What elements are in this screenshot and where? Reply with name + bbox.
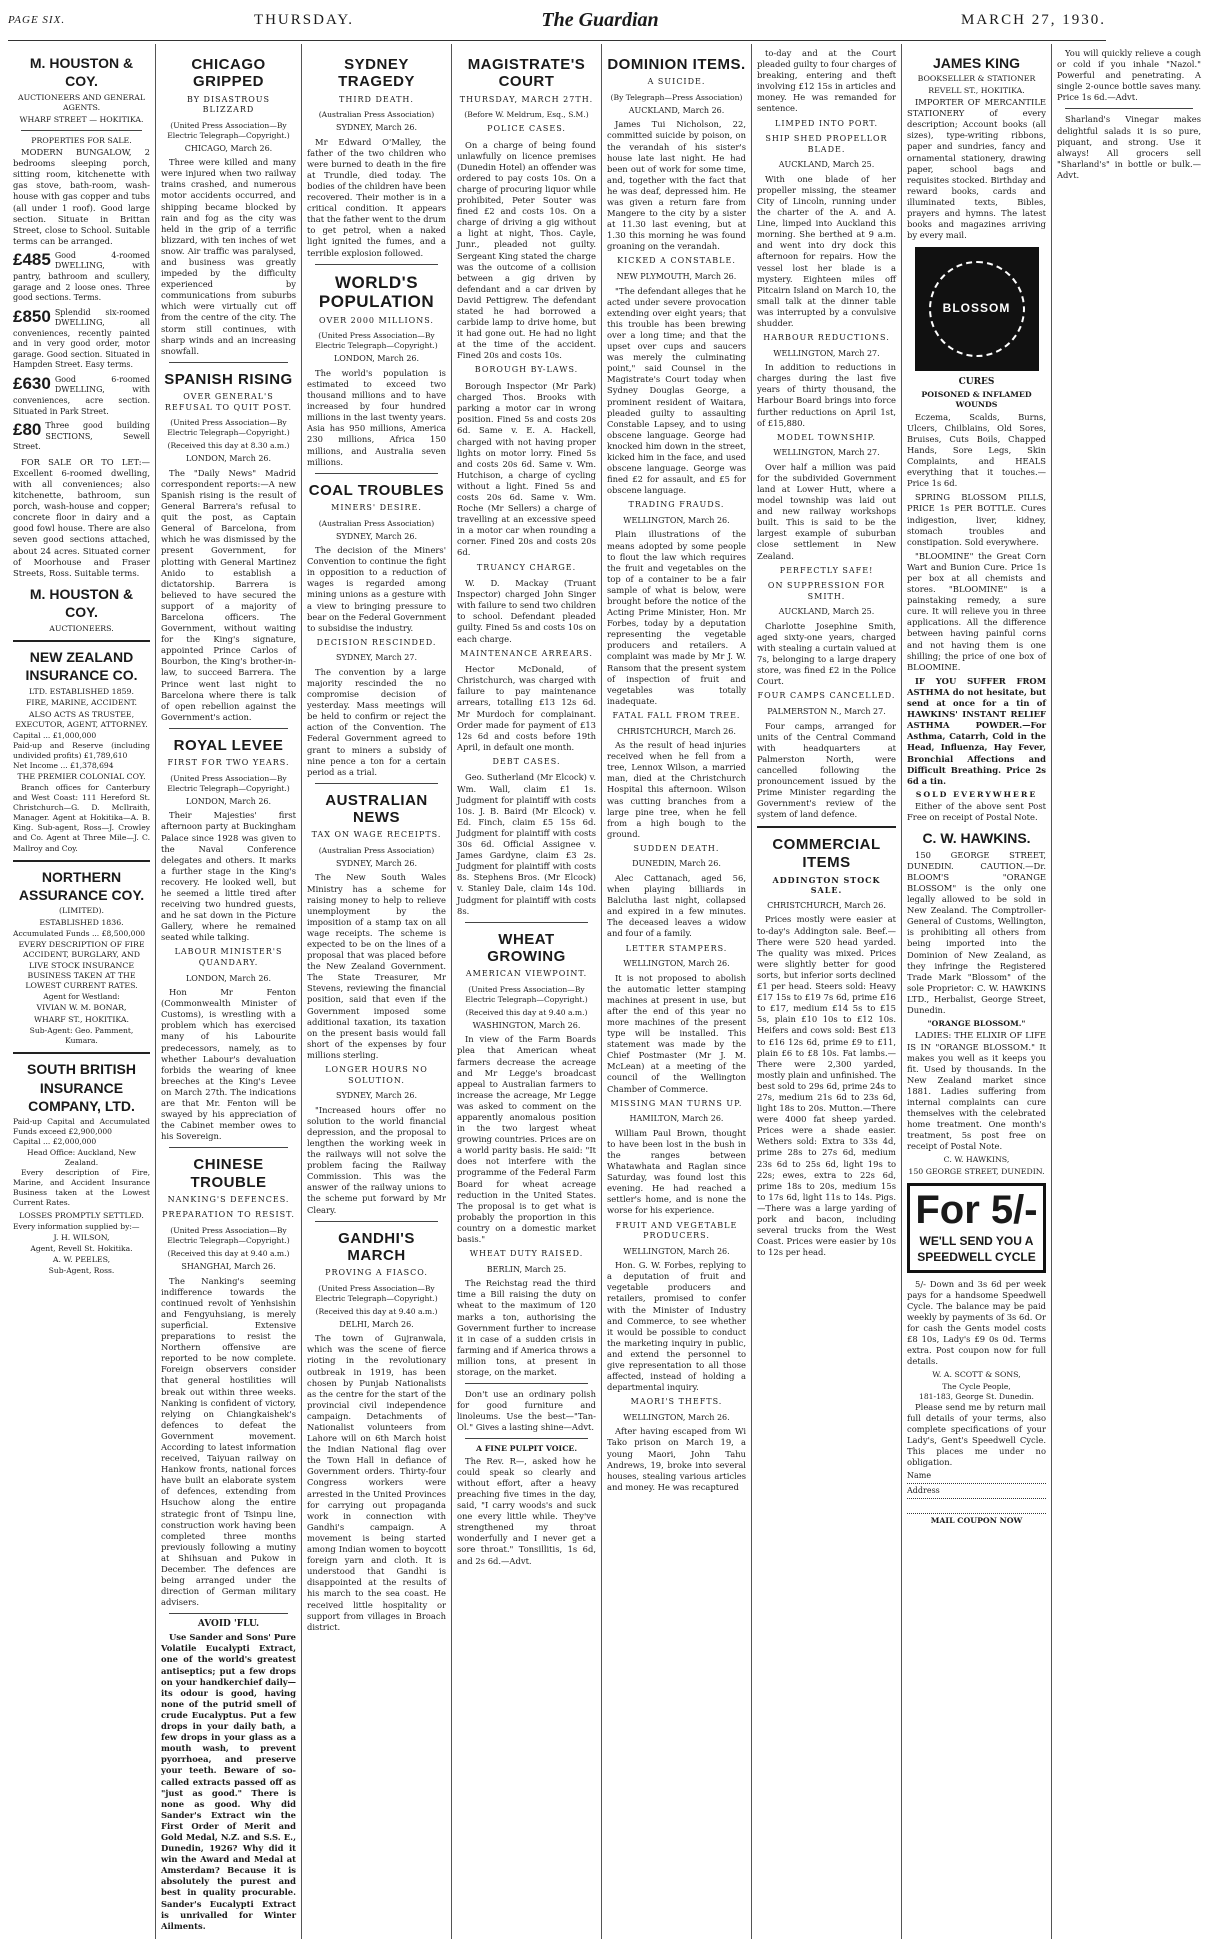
- article-body: With one blade of her propeller missing, the steamer City of Lincoln, running under the charter of the A. and A. Line, limped into Auckland this morning. She berthed at 9 a.m. and went into dry dock this afternoon for repairs. How the vessel lost her blade is a mystery. Eighteen miles off Pitcairn Island on March 10, the small talk at the dinner table was interrupted by a convulsive shudder.: [757, 173, 896, 328]
- article-body: Hon. G. W. Forbes, replying to a deputation of fruit and vegetable producers and retailers, promised to confer with the Minister of Industry and Commerce, to see whether it would be possible to conduct the marketing inquiry in public, and extend the personnel to give representation to all those affected, instead of holding a departmental inquiry.: [607, 1260, 746, 1393]
- dateline: SYDNEY, March 26.: [335, 858, 418, 868]
- nz-insurance-branch: Branch offices for Canterbury and West Coast: 111 Hereford St. Christchurch—G. D. McIlraith, Manager. Agent at Hokitika—A. B. King. Sub-agent, Ross—J. Crowley and Co. Agent at Three Mile—J. C. Mallroy and Coy.: [13, 783, 150, 853]
- dateline: NEW PLYMOUTH, March 26.: [616, 272, 737, 282]
- avoid-flu-ad: Use Sander and Sons' Pure Volatile Eucalypti Extract, one of the world's greatest antiseptics; put a few drops on your handkerchief daily—its odour is good, having none of the putrid smell of crude Eucalyptus. Put a few drops in your daily bath, a few drops in your glass as a mouth wash, to prevent pyorrhoea, and preserve your teeth. Beware of so-called extracts passed off as "just as good." There is none as good. Why did Sander's Extract win the First Order of Merit and Gold Medal, N.Z. and S.S. E., Dunedin, 1926? Why did it win the Award and Medal at Amsterdam? Because it is absolutely the purest and best in quality procurable. Sander's Eucalypti Extract is unrivalled for Winter Ailments.: [161, 1632, 296, 1931]
- subhead-four-camps: FOUR CAMPS CANCELLED.: [757, 691, 896, 701]
- court-before: (Before W. Meldrum, Esq., S.M.): [464, 110, 589, 120]
- headline-commercial-items: COMMERCIAL ITEMS: [772, 836, 881, 871]
- nz-insurance-acts: ALSO ACTS AS TRUSTEE, EXECUTOR, AGENT, ATTORNEY.: [15, 709, 148, 729]
- credit-line: (United Press Association—By Electric Telegraph—Copyright.): [167, 1226, 290, 1246]
- subhead-debt-cases: DEBT CASES.: [492, 756, 561, 766]
- subhead-fiasco: PROVING A FIASCO.: [325, 1268, 428, 1278]
- property-price: £630: [13, 373, 51, 393]
- article-body: Three were killed and many were injured when two railway trains crashed, and numerous motor accidents occurred, and shipping became blocked by rain and fog as the city was held in the grip of a terrific blizzard, with ten inches of wet snow. Air traffic was paralysed, and business was greatly impeded by the difficulty experienced by communications from suburbs which were virtually cut off from the centre of the city. The storm still continues, with sharp winds and an increasing snowfall.: [161, 157, 296, 356]
- houston-ad-title-2: M. HOUSTON & COY.: [29, 585, 134, 621]
- dateline: CHICAGO, March 26.: [184, 143, 273, 153]
- headline-coal-troubles: COAL TROUBLES: [308, 481, 445, 499]
- credit-line: (Australian Press Association): [318, 518, 435, 528]
- credit-line: (United Press Association—By Electric Telegraph—Copyright.): [315, 331, 438, 351]
- headline-gandhi-march: GANDHI'S MARCH: [338, 1229, 415, 1264]
- dateline: WELLINGTON, March 27.: [773, 448, 880, 458]
- property-listing: [13, 251, 150, 304]
- headline-magistrates-court: MAGISTRATE'S COURT: [467, 56, 586, 91]
- subhead-miners-desire: MINERS' DESIRE.: [331, 502, 422, 512]
- property-listing: [13, 375, 150, 417]
- property-text: Good 6-roomed DWELLING, with conveniences, acre section. Situated in Park Street.: [13, 374, 150, 416]
- cures-subtitle: POISONED & INFLAMED WOUNDS: [921, 390, 1032, 410]
- nz-insurance-paid: Paid-up and Reserve (including undivided profits) £1,789,610: [13, 741, 150, 761]
- article-body: After having escaped from Wi Tako prison on March 19, a young Maori, John Tahu Andrews, 19, broke into several houses, stealing various articles and money. He was recaptured: [607, 1426, 746, 1492]
- subhead-kicked-constable: KICKED A CONSTABLE.: [617, 256, 736, 266]
- subhead-american-viewpoint: AMERICAN VIEWPOINT.: [465, 969, 588, 979]
- spring-blossom-pills: SPRING BLOSSOM PILLS, PRICE 1s PER BOTTLE. Cures indigestion, liver, kidney, stomach troubles and constipation. Sold everywhere.: [907, 492, 1046, 547]
- subhead-wheat-duty: WHEAT DUTY RAISED.: [469, 1249, 584, 1259]
- coupon-address-field-2: [907, 1501, 1046, 1514]
- dateline: SHANGHAI, March 26.: [181, 1262, 276, 1272]
- column-8: [1052, 44, 1206, 1939]
- dateline: HAMILTON, March 26.: [629, 1114, 724, 1124]
- cures-title: CURES: [958, 377, 995, 388]
- scott-subtitle: The Cycle People,: [942, 1381, 1011, 1391]
- column-1: [8, 44, 156, 1939]
- article-body: "Increased hours offer no solution to the world financial depression, and the proposal to lengthen the working week in the railways will not solve the problem facing the Railway Commission. This was the answer of the railway unions to the scheme put forward by Mr Cleary.: [307, 1104, 446, 1215]
- headline-chicago: CHICAGO GRIPPED: [191, 56, 266, 91]
- column-2: [156, 44, 302, 1939]
- masthead-day: THURSDAY.: [253, 11, 355, 28]
- dateline: WASHINGTON, March 26.: [472, 1020, 581, 1030]
- scott-name: W. A. SCOTT & SONS,: [932, 1370, 1021, 1380]
- sold-note: Either of the above sent Post Free on receipt of Postal Note.: [907, 801, 1046, 823]
- column-7: [902, 44, 1052, 1939]
- northern-limited: (LIMITED).: [58, 906, 105, 916]
- newspaper-columns: [8, 44, 1201, 1931]
- subhead-addington: ADDINGTON STOCK SALE.: [772, 874, 881, 896]
- article-body: On a charge of being found unlawfully on licence premises (Dunedin Hotel) an offender was ordered to pay costs 10s. On a charge of procuring liquor while prohibited, Peter Souter was fined £2 and costs 10s. On a charge of driving a gig without a light at night, Thos. Cayle, Junr., pleaded not guilty. Sergeant King stated the charge was the outcome of a collision between a gig driven by defendant and a car driven by David Pettigrew. The defendant stated he had borrowed a carbide lamp to drive home, but it had gone out. He had no light at the time of the accident. Fined 20s and costs 10s.: [457, 139, 596, 361]
- subhead-limped-port: LIMPED INTO PORT.: [775, 118, 878, 128]
- hawkins-caution: 150 GEORGE STREET, DUNEDIN. CAUTION.—Dr. BLOOM'S "ORANGE BLOSSOM" is the only one legally allowed to be sold in New Zealand. The Comptroller-General of Customs, Wellington, is prohibiting all others from being imported into the Dominion of New Zealand, as they infringe the Registered Trade Mark "Blossom" of the sole Proprietor: C. W. HAWKINS LTD., Herbalist, George Street, Dunedin.: [907, 849, 1046, 1016]
- south-british-subagent-address: Sub-Agent, Ross.: [48, 1266, 115, 1276]
- headline-dominion-items: DOMINION ITEMS.: [607, 56, 746, 73]
- properties-title: PROPERTIES FOR SALE.: [31, 135, 132, 145]
- subhead-trading-frauds: TRADING FRAUDS.: [628, 500, 725, 510]
- headline-australian-news: AUSTRALIAN NEWS: [325, 791, 428, 827]
- article-body: It is not proposed to abolish the automatic letter stamping machines at present in use, but after the end of this year no more machines of the present type will be installed. This statement was made by the Chief Postmaster (Mr J. M. McLean) at a meeting of the council of the Wellington Chamber of Commerce.: [607, 972, 746, 1094]
- credit-line: (By Telegraph—Press Association): [610, 92, 743, 102]
- houston-ad-address: WHARF STREET — HOKITIKA.: [19, 114, 144, 124]
- article-body: "The defendant alleges that he acted under severe provocation extending over eight years; that this trouble has been brewing over a long time; and that the upset over cups and saucers was merely the culminating point," said Counsel in the Magistrate's Court today when Sydney Douglas George, a prominent resident of Waitara, pleaded guilty to assaulting Constable Lapsey, and to using obscene language. George had knocked him down in the street, kicked him in the face, and used obscene language. George was fined £2 for assault, and £5 for obscene language.: [607, 285, 746, 496]
- page-number: PAGE SIX.: [8, 14, 66, 26]
- nz-insurance-established: LTD. ESTABLISHED 1859.: [29, 686, 134, 696]
- subhead-longer-hours: LONGER HOURS NO SOLUTION.: [325, 1065, 428, 1085]
- subhead-population: OVER 2000 MILLIONS.: [319, 315, 434, 325]
- tan-ol-ad: Don't use an ordinary polish for good furniture and linoleums. Use the best—"Tan-Ol." Gives a lasting shine—Advt.: [457, 1389, 596, 1433]
- subhead-perfectly-safe: PERFECTLY SAFE!: [779, 565, 874, 575]
- article-body: Mr Edward O'Malley, the father of the two children who were burned to death in the fire at Trundle, died today. The bodies of the children have been recovered. Their mother is in a critical condition. It appears that the father went to the drum to get petrol, when a naked light ignited the fumes, and a terrible explosion followed.: [307, 136, 446, 258]
- dateline: CHRISTCHURCH, March 26.: [767, 900, 886, 910]
- dateline: PALMERSTON N., March 27.: [767, 706, 886, 716]
- orange-blossom-title: "ORANGE BLOSSOM.": [927, 1019, 1026, 1029]
- subhead-suicide: A SUICIDE.: [647, 77, 706, 87]
- dateline: SYDNEY, March 27.: [335, 653, 418, 663]
- credit-line: (United Press Association—By Electric Telegraph—Copyright.): [167, 418, 290, 438]
- received-line: (Received this day at 9.40 a.m.): [167, 1249, 290, 1259]
- credit-line: (United Press Association—By Electric Telegraph—Copyright.): [167, 773, 290, 793]
- article-body: William Paul Brown, thought to have been lost in the bush in the ranges between Whatawhata and Raglan since Saturday, was found lost this evening. He had reached a settler's home, and is none the worse for his experience.: [607, 1127, 746, 1216]
- subhead-chicago: BY DISASTROUS BLIZZARD: [186, 94, 270, 115]
- subhead-letter-stampers: LETTER STAMPERS.: [625, 943, 728, 953]
- speedwell-headline: WE'LL SEND YOU A SPEEDWELL CYCLE: [917, 1234, 1036, 1264]
- dateline: AUCKLAND, March 25.: [778, 160, 875, 170]
- subhead-propeller: SHIP SHED PROPELLOR BLADE.: [765, 134, 888, 154]
- dateline: LONDON, March 26.: [185, 973, 272, 983]
- blossom-seal-logo: [915, 247, 1039, 371]
- property-bungalow: MODERN BUNGALOW, 2 bedrooms sleeping porch, sitting room, kitchenette with gas stove, bath-room, wash-house with gas copper and tubs (all under 1 roof). Good large section. Situate in Brittan Street, close to School. Suitable terms can be arranged.: [13, 147, 150, 246]
- article-body: W. D. Mackay (Truant Inspector) charged John Singer with failure to send two children to school. Defendant pleaded guilty. Fined 5s and costs 10s on each charge.: [457, 578, 596, 644]
- northern-agent-label: Agent for Westland:: [43, 992, 120, 1002]
- dateline: BERLIN, March 25.: [486, 1264, 567, 1274]
- column-5: [602, 44, 752, 1939]
- south-british-paid: Paid-up Capital and Accumulated Funds exceed £2,900,000: [13, 1117, 150, 1137]
- subhead-nanking: NANKING'S DEFENCES.: [167, 1194, 290, 1204]
- asthma-ad: IF YOU SUFFER FROM ASTHMA do not hesitate, but send at once for a tin of HAWKINS' INSTANT RELIEF ASTHMA POWDER.—For Asthma, Catarrh, Cold in the Head, Influenza, Hay Fever, Bronchial Affections and Difficult Breathing. Price 2s 6d a tin.: [907, 675, 1046, 786]
- speedwell-cycle-ad: [907, 1183, 1046, 1273]
- masthead: [8, 0, 1106, 41]
- subhead-spanish: OVER GENERAL'S REFUSAL TO QUIT POST.: [164, 392, 293, 412]
- coupon-address-label: Address: [907, 1486, 940, 1496]
- credit-line: (United Press Association—By Electric Telegraph—Copyright.): [167, 120, 290, 140]
- james-king-address: REVELL ST., HOKITIKA.: [928, 85, 1025, 95]
- dateline: WELLINGTON, March 26.: [623, 515, 730, 525]
- article-body: The convention by a large majority rescinded the no compromise decision of yesterday. Mass meetings will be held to confirm or reject the action of the Convention. The Federal Government agreed to grant to miners a subsidy of nine pence a ton for a certain period as a trial.: [307, 666, 446, 777]
- dateline: WELLINGTON, March 27.: [773, 348, 880, 358]
- nz-insurance-capital: Capital ... £1,000,000: [13, 731, 97, 741]
- james-king-subtitle: BOOKSELLER & STATIONER: [917, 74, 1036, 84]
- headline-sydney-tragedy: SYDNEY TRAGEDY: [338, 56, 415, 91]
- avoid-flu-title: AVOID 'FLU.: [197, 1619, 260, 1630]
- article-body: Hector McDonald, of Christchurch, was charged with failure to pay maintenance arrears, totalling £13 12s 6d. Mr Murdoch for complainant. Order made for payment of £13 12s 6d and costs before 19th April, in default one month.: [457, 664, 596, 752]
- subhead-fruit-vegetable: FRUIT AND VEGETABLE PRODUCERS.: [615, 1220, 738, 1241]
- subhead-truancy: TRUANCY CHARGE.: [476, 562, 577, 572]
- subhead-tax-wage: TAX ON WAGE RECEIPTS.: [311, 830, 442, 840]
- sharlands-vinegar-ad: Sharland's Vinegar makes delightful salads it is so pure, piquant, and strong. Use it always! All grocers sell "Sharland's" in bottle or bulk.—Advt.: [1057, 114, 1201, 180]
- headline-spanish-rising: SPANISH RISING: [164, 370, 293, 388]
- ladies-signature: C. W. HAWKINS,: [943, 1155, 1010, 1165]
- property-price: £80: [13, 420, 42, 440]
- property-listing: [13, 308, 150, 371]
- dateline: SYDNEY, March 26.: [335, 123, 418, 133]
- blossom-seal-text: BLOSSOM: [929, 261, 1025, 357]
- article-body: James Tui Nicholson, 22, committed suicide by poison, on the verandah of his sister's house late last night. He had been out of work for some time, and, together with the fact that he was deaf, depressed him. He was given a return fare from Mangere to the city by a sister at 11.30 last evening, but at 1.30 this morning he was found groaning on the verandah.: [607, 119, 746, 252]
- northern-established: ESTABLISHED 1836.: [39, 917, 124, 927]
- article-body: The town of Gujranwala, which was the scene of fierce rioting in the revolutionary outbreak in 1919, has been chosen by Punjab Nationalists as the centre for the start of the provincial civil independence campaign. Detachments of Nationalist volunteers from Lahore will on 6th March hoist the Indian National flag over the Town Hall in defiance of Government orders. Thirty-four Congress workers were arrested in the United Provinces for carrying out propaganda work in connection with Gandhi's campaign. A movement is being started among Indian women to boycott foreign yarn and cloth. It is understood that Gandhi is disappointed at the results of his march to the sea coast. He received little hospitality or support from villages in Broach district.: [307, 1333, 446, 1632]
- ladies-ad: LADIES: THE ELIXIR OF LIFE IS IN "ORANGE BLOSSOM." It makes you well as it keeps you fit. Used by thousands. In the New Zealand market since 1881. Ladies suffering from internal complaints can cure themselves with the celebrated home treatment. One month's treatment, 5s post free on receipt of Postal Note.: [907, 1030, 1046, 1152]
- subhead-suppression: ON SUPPRESSION FOR SMITH.: [767, 581, 886, 601]
- for-five-shillings: For 5/-: [915, 1188, 1038, 1232]
- houston-ad-title: M. HOUSTON & COY.: [29, 55, 134, 90]
- headline-chinese-trouble: CHINESE TROUBLE: [190, 1156, 267, 1191]
- article-body: In addition to reductions in charges during the last five years of thirty thousand, the Harbour Board brings into force further reductions on April 1st, of £15,880.: [757, 362, 896, 428]
- houston-ad-subtitle: AUCTIONEERS AND GENERAL AGENTS.: [17, 92, 146, 113]
- dateline: WELLINGTON, March 26.: [623, 1412, 730, 1422]
- received-line: (Received this day at 8.30 a.m.): [167, 441, 290, 451]
- nz-insurance-net: Net Income ... £1,378,694: [13, 761, 114, 771]
- received-line: (Received this day at 9.40 a.m.): [465, 1007, 588, 1017]
- property-listing: [13, 421, 150, 453]
- mail-coupon-now: MAIL COUPON NOW: [930, 1516, 1023, 1526]
- subhead-labour-minister: LABOUR MINISTER'S QUANDARY.: [174, 947, 283, 967]
- subhead-third-death: THIRD DEATH.: [339, 94, 414, 104]
- article-body: The New South Wales Ministry has a scheme for raising money to help to relieve unemployment by the imposition of a stamp tax on all wage receipts. The scheme is expected to be on the lines of a proposal that was placed before the New Zealand Government. The State Treasurer, Mr Stevens, reviewing the financial position, said that even if the Government imposed some additional taxation, its taxation on the present basis would fall short of the expenses by four millions sterling.: [307, 872, 446, 1060]
- article-body-continued: to-day and at the Court pleaded guilty to four charges of breaking, entering and theft involving £12 15s in articles and money. He was remanded for sentence.: [757, 48, 896, 114]
- headline-world-population: WORLD'S POPULATION: [318, 272, 435, 312]
- coupon-address-field: [907, 1486, 1046, 1499]
- northern-description: EVERY DESCRIPTION OF FIRE ACCIDENT, BURGLARY, AND LIVE STOCK INSURANCE BUSINESS TAKEN AT THE LOWEST CURRENT RATES.: [18, 940, 145, 991]
- article-body: Their Majesties' first afternoon party at Buckingham Palace since 1928 was given to the Naval Conference delegates and others. It marks a further stage in the King's recovery. He looked well, but he seemed a little tired after receiving two hundred guests, and he sat down in the Picture Gallery, where he remained seated while talking.: [161, 810, 296, 943]
- property-price: £850: [13, 306, 51, 326]
- nz-insurance-types: FIRE, MARINE, ACCIDENT.: [26, 698, 137, 708]
- nz-insurance-premier: THE PREMIER COLONIAL COY.: [17, 772, 146, 782]
- article-body: Four camps, arranged for units of the Central Command with headquarters at Palmerston North, were cancelled following the pronouncement issued by the Prime Minister regarding the Government's review of the system of land defence.: [757, 720, 896, 820]
- subhead-harbour: HARBOUR REDUCTIONS.: [763, 333, 890, 343]
- article-body: Charlotte Josephine Smith, aged sixty-one years, charged with stealing a curtain valued at 7s, belonging to a large drapery store, was fined £2 in the Police Court.: [757, 620, 896, 687]
- subhead-decision-rescinded: DECISION RESCINDED.: [316, 637, 437, 647]
- column-6: [752, 44, 902, 1939]
- south-british-agent-name: J. H. WILSON,: [53, 1232, 110, 1242]
- property-text: Good 4-roomed DWELLING, with pantry, bathroom and scullery, garage and 2 loose ones. Three good sections. Terms.: [13, 250, 150, 303]
- northern-agent-name: VIVIAN W. M. BONAR,: [36, 1003, 127, 1013]
- south-british-losses: LOSSES PROMPTLY SETTLED.: [19, 1210, 144, 1220]
- article-body: The Nanking's seeming indifference towards the continued revolt of Yenhsishin and Fengyuhsiang, is merely superficial. Extensive preparations to resist the Northern offensive are reported to be now complete. Foreign observers consider that general hostilities will break out within three weeks. Nanking is confident of victory, relying on Chiangkaishek's defences to defeat the Government movement. According to latest information received, Taiyuan railway on Hankow fronts, national forces have built an elaborate system of defences, extending from Hsuchow along the entire strategic front of Tsinpu line, construction work having been completed three months previously following a mutiny at Shihsuan and Pukow in December. The defences are being arranged under the direction of German military advisers.: [161, 1275, 296, 1608]
- dateline: SYDNEY, March 26.: [335, 1091, 418, 1101]
- hawkins-title: C. W. HAWKINS.: [922, 830, 1031, 847]
- credit-line: (Australian Press Association): [318, 845, 435, 855]
- property-text: Splendid six-roomed DWELLING, all conveniences, recently painted and in very good order, motor garage. Good section. Situated in Hampden Street. Easy terms.: [13, 307, 150, 370]
- headline-wheat-growing: WHEAT GROWING: [487, 930, 566, 965]
- dateline: AUCKLAND, March 26.: [628, 105, 725, 115]
- dateline: LONDON, March 26.: [185, 454, 272, 464]
- coupon-name-label: Name: [907, 1471, 932, 1481]
- subhead-court-date: THURSDAY, MARCH 27TH.: [459, 94, 594, 104]
- james-king-title: JAMES KING: [932, 55, 1021, 71]
- ladies-address: 150 GEORGE STREET, DUNEDIN.: [908, 1166, 1045, 1176]
- dateline: CHRISTCHURCH, March 26.: [617, 726, 736, 736]
- south-british-title: SOUTH BRITISH INSURANCE COMPANY, LTD.: [27, 1061, 136, 1114]
- south-british-description: Every description of Fire, Marine, and Accident Insurance Business taken at the Lowest Current Rates.: [13, 1167, 150, 1207]
- speedwell-terms: 5/- Down and 3s 6d per week pays for a handsome Speedwell Cycle. The balance may be paid weekly by payments of 3s 6d. Or for cash the Gents model costs £8 10s, Lady's £9 0s 0d. Terms extra. Post coupon now for full details.: [907, 1278, 1046, 1367]
- article-body: In view of the Farm Boards plea that American wheat farmers decrease the acreage and Mr Legge's broadcast appeal to Australian farmers to increase the acreage, Mr Legge was asked to comment on the apparently anomalous position in the two largest wheat growing countries. Prices are on a world parity basis. He said: "It does not interfere with the programme of the Federal Farm Board for wheat acreage reduction in the United States. The proposal is to get what is probably the proportion in this country on a domestic market basis.": [457, 1034, 596, 1245]
- south-british-subagent-name: A. W. PEELES,: [52, 1255, 111, 1265]
- dateline: LONDON, March 26.: [333, 354, 420, 364]
- article-body: The decision of the Miners' Convention to continue the fight in opposition to a reduction of wages is regarded among mining unions as a gesture with a view to bringing pressure to bear on the Federal Government to subsidise the industry.: [307, 545, 446, 633]
- coupon-name-field: [907, 1471, 1046, 1484]
- article-body: Geo. Sutherland (Mr Elcock) v. Wm. Wall, claim £1 1s. Judgment for plaintiff with costs 10s. J. B. Baird (Mr Elcock) v. Ed. Finch, claim £5 15s 6d. Judgment for plaintiff with costs 30s 6d. Official Assignee v. James Gardyne, claim £3 2s. Judgment for plaintiff with costs 8s. Stephens Bros. (Mr Elcock) v. Stanley Dale, claim 14s 10d. Judgment for plaintiff with costs 8s.: [457, 772, 596, 916]
- article-body: Plain illustrations of the means adopted by some people to flout the law which requires the fruit and vegetables on the top of a container to be a fair sample of what is below, were brought before the notice of the Acting Prime Minister, Hon. Mr Forbes, today by a deputation representing the vegetable producers and retailers. A complaint was made by Mr J. W. Ransom that the present system of inspection of fruit and vegetables was totally inadequate.: [607, 529, 746, 706]
- northern-agent-address: WHARF ST., HOKITIKA.: [33, 1014, 130, 1024]
- article-body: The Reichstag read the third time a Bill raising the duty on wheat to the maximum of 120 marks a ton, authorising the Government further to increase it in case of a sudden crisis in farming and if America throws a million tons, at present in storage, on the market.: [457, 1278, 596, 1377]
- article-body: The "Daily News" Madrid correspondent reports:—A new Spanish rising is the result of General Barrera's refusal to quit the post, as Captain General of Barcelona, from which he was dismissed by the present Government, for plotting with General Martinez Anido to establish a dictatorship. Barrera is believed to have secured the support of a majority of Barcelona officers. The Government, without waiting for the King's signature, appointed Prince Carlos of Bourbon, the King's brother-in-law, to succeed Barrera. The Prince went last night to Barcelona where there is talk of open rebellion against the Government's action.: [161, 467, 296, 722]
- james-king-description: IMPORTER OF MERCANTILE STATIONERY of every description; Account books (all sizes), type-writing ribbons, paper and sundries, fancy and ornamental stationery, drawing paper, school bags and requisites stocked. Birthday and reward books, cards and illuminated texts, Bibles, prayers and hymns. The latest books and magazines arriving by every mail.: [907, 97, 1046, 241]
- south-british-info: Every information supplied by:—: [13, 1221, 140, 1231]
- houston-ad-subtitle-2: AUCTIONEERS.: [49, 623, 114, 633]
- credit-line: (United Press Association—By Electric Telegraph—Copyright.): [315, 1283, 438, 1303]
- subhead-preparation: PREPARATION TO RESIST.: [162, 1210, 295, 1220]
- south-british-agent-address: Agent, Revell St. Hokitika.: [30, 1244, 133, 1254]
- newspaper-title: The Guardian: [541, 8, 659, 31]
- column-4: [452, 44, 602, 1939]
- pulpit-voice-ad: The Rev. R—, asked how he could speak so clearly and without effort, after a heavy preaching five times in the day, said, "I carry woods's and suck one every little while. They've strengthened my throat wonderfully and I never get a sore throat." Tonsillitis, 1s 6d, and 2s 6d.—Advt.: [457, 1455, 596, 1566]
- article-body: Over half a million was paid for the subdivided Government land at Lower Hutt, where a model township was laid out and new railway workshops built. This is said to be the largest example of suburban close settlement in New Zealand.: [757, 461, 896, 561]
- northern-funds: Accumulated Funds ... £8,500,000: [13, 929, 146, 939]
- nazol-ad: You will quickly relieve a cough or cold if you inhale "Nazol." Powerful and penetrating. A single 2-ounce bottle saves many. Price 1s 6d.—Advt.: [1057, 48, 1201, 103]
- bloomine-ad: "BLOOMINE" the Great Corn Wart and Bunion Cure. Price 1s per box at all chemists and stores. "BLOOMINE" is a painstaking remedy, a sure cure. It will relieve you in three applications. All the difference between having painful corns and not having them is one shilling; the price of one box of BLOOMINE.: [907, 550, 1046, 672]
- sold-everywhere: SOLD EVERYWHERE: [915, 789, 1038, 799]
- northern-subagent: Sub-Agent: Geo. Pamment, Kumara.: [29, 1026, 134, 1046]
- coupon-instructions: Please send me by return mail full details of your terms, also complete specifications of your Lady's, Gent's Speedwell Cycle. This places me under no obligation.: [907, 1401, 1046, 1468]
- nz-insurance-title: NEW ZEALAND INSURANCE CO.: [25, 649, 138, 684]
- dateline: LONDON, March 26.: [185, 796, 272, 806]
- article-body: As the result of head injuries received when he fell from a tree, Lennox Wilson, a married man, died at the Christchurch Hospital this afternoon. Wilson was cutting branches from a large pine tree, when he fell from a high bough to the ground.: [607, 740, 746, 839]
- northern-assurance-title: NORTHERN ASSURANCE COY.: [18, 868, 145, 903]
- dateline: WELLINGTON, March 26.: [623, 959, 730, 969]
- received-line: (Received this day at 9.40 a.m.): [315, 1306, 438, 1316]
- article-body: The world's population is estimated to exceed two thousand millions and to have increased by four hundred millions in the last twenty years. Asia has 950 millions, America 230 millions, Africa 150 millions, and Australia seven millions.: [307, 367, 446, 467]
- article-body: Hon Mr Fenton (Commonwealth Minister of Customs), is wrestling with a problem which has exercised many of his Labourite predecessors, namely, as to whether Labour's devaluation forbids the wearing of knee breeches at the King's Levee on March 27th. The indications are that Mr. Fenton will be swayed by his appreciation of the Cabinet member owes to his Sovereign.: [161, 987, 296, 1142]
- article-body: Alec Cattanach, aged 56, when playing billiards in Balclutha last night, collapsed and expired in a few minutes. The deceased leaves a widow and four of a family.: [607, 872, 746, 939]
- headline-royal-levee: ROYAL LEVEE: [173, 736, 284, 754]
- masthead-date: MARCH 27, 1930.: [960, 11, 1106, 28]
- subhead-royal-levee: FIRST FOR TWO YEARS.: [167, 758, 290, 768]
- subhead-sudden-death: SUDDEN DEATH.: [633, 843, 720, 853]
- south-british-capital: Capital ... £2,000,000: [13, 1137, 97, 1147]
- dateline: DUNEDIN, March 26.: [632, 859, 721, 869]
- pulpit-voice-title: A FINE PULPIT VOICE.: [475, 1444, 578, 1454]
- subhead-fatal-fall: FATAL FALL FROM TREE.: [612, 710, 741, 720]
- subhead-missing-man: MISSING MAN TURNS UP.: [610, 1098, 743, 1108]
- article-body: Borough Inspector (Mr Park) charged Thos. Brooks with parking a motor car in wrong position. Fined 5s and costs 20s 6d. Same v. E. A. Hackell, charged with not having proper lights on motor lorry. Fined 5s and costs 20s 6d. Same v. Wm. Hutchison, a charge of cycling without a light. Fined 5s and costs 20s 6d. Same v. Wm. Roche (Mr Sellers) a charge of travelling at an excessive speed in a motor car when rounding a corner. Fined 20s and costs 20s 6d.: [457, 381, 596, 558]
- subhead-maintenance: MAINTENANCE ARREARS.: [460, 648, 593, 658]
- dateline: SYDNEY, March 26.: [335, 531, 418, 541]
- property-sale-or-let: FOR SALE OR TO LET:—Excellent 6-roomed dwelling, with all conveniences; also kitchenette, bathroom, sun porch, wash-house and copper; concrete floor in dairy and a good fowl house. There are also seven good sections attached, about 24 acres. Situated corner of Moorhouse and Fraser Streets, Ross. Suitable terms.: [13, 456, 150, 578]
- dateline: AUCKLAND, March 25.: [778, 607, 875, 617]
- credit-line: (United Press Association—By Electric Telegraph—Copyright.): [465, 984, 588, 1004]
- subhead-model-township: MODEL TOWNSHIP.: [777, 432, 876, 442]
- property-text: Three good building SECTIONS, Sewell Street.: [13, 421, 150, 452]
- dateline: DELHI, March 26.: [339, 1319, 414, 1329]
- south-british-head-office: Head Office: Auckland, New Zealand.: [26, 1147, 137, 1167]
- scott-address: 181-183, George St. Dunedin.: [919, 1391, 1034, 1401]
- property-price: £485: [13, 249, 51, 269]
- subhead-maori-thefts: MAORI'S THEFTS.: [630, 1397, 723, 1407]
- column-3: [302, 44, 452, 1939]
- credit-line: (Australian Press Association): [318, 110, 435, 120]
- article-body: Prices mostly were easier at to-day's Addington sale. Beef.—There were 520 head yarded. The quality was mixed. Prices were slightly better for good sorts, but inferior sorts declined £1 per head. Steers sold: Heavy £17 15s to £19 7s 6d, prime £16 to £17, medium £14 5s to £15 5s, plain £10 10s to £12 10s. Heifers and cows sold: Best £13 to £16 12s 6d, prime £9 to £11, plain £6 to £8 10s. Fat lambs.—There were 2,300 yarded, mostly plain and unfinished. The best sold to 29s 6d, prime 24s to 27s, medium 21s 6d to 23s 6d, light 18s to 20s. Mutton.—There were 4000 fat sheep yarded. Prices were a shade easier. Wethers sold: Extra to 33s 4d, prime 28s to 27s 6d, medium 23s 6d to 25s 6d, light 19s to 22s; ewes, extra to 22s 6d, prime 18s to 20s, medium 15s to 17s 6d, light 11s to 14s. Pigs.—There was a large yarding of pork and bacon, including several trucks from the West Coast. Prices were easier by 10s to 12s per head.: [757, 914, 897, 1258]
- subhead-police-cases: POLICE CASES.: [487, 124, 566, 134]
- subhead-bylaws: BOROUGH BY-LAWS.: [474, 365, 579, 375]
- cures-list: Eczema, Scalds, Burns, Ulcers, Chilblains, Old Sores, Bruises, Cuts Boils, Chapped Hands, Sore Legs, Skin Complaints, and HEALS everything that it touches.—Price 1s 6d.: [907, 411, 1046, 489]
- dateline: WELLINGTON, March 26.: [623, 1246, 730, 1256]
